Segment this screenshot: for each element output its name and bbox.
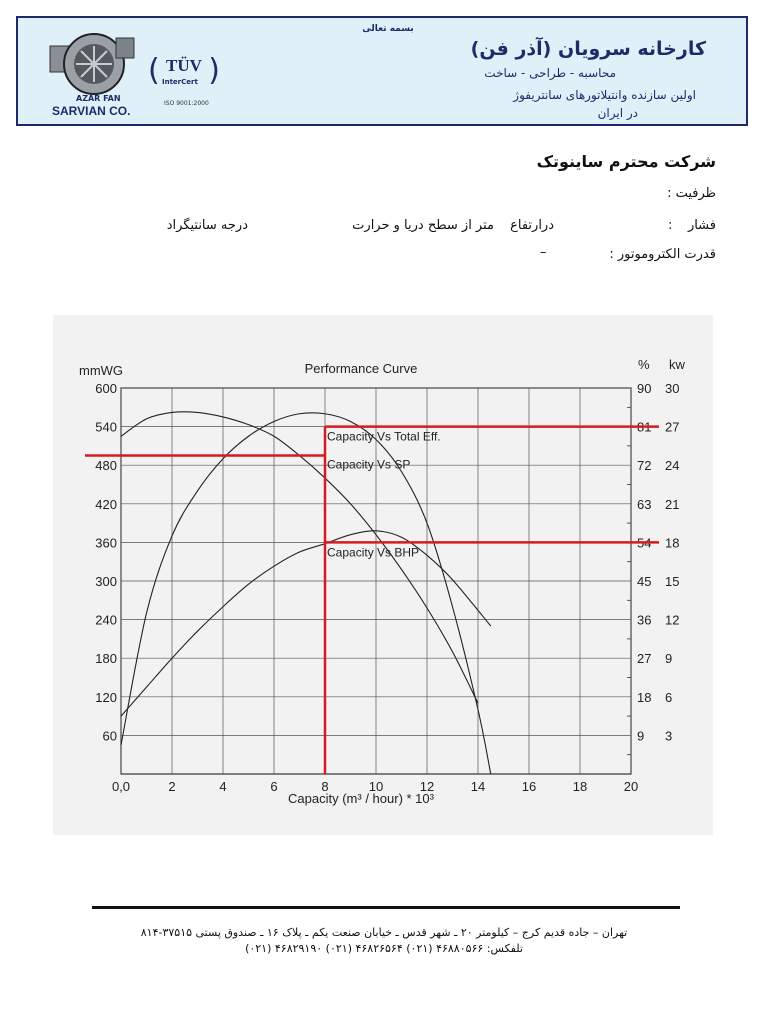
invocation: بسمه تعالی — [362, 24, 414, 34]
y-right-pct-tick-label: 72 — [637, 458, 652, 474]
y-right-kw-tick-label: 27 — [665, 419, 680, 435]
series-line — [121, 413, 491, 774]
x-tick-label: 2 — [168, 779, 176, 794]
footer-address: تهران – جاده قدیم کرج – کیلومتر ۲۰ ـ شهر قدس ـ خیابان صنعت یکم ـ پلاک ۱۶ ـ صندوق پستی ۳۷۵۱۵-۸۱۴ — [140, 926, 628, 939]
x-tick-label: 16 — [521, 779, 537, 794]
logo-company: SARVIAN CO. — [52, 104, 131, 118]
x-tick-label: 20 — [623, 779, 639, 794]
motor-power-value: – — [540, 245, 547, 260]
fan-logo-icon — [48, 26, 140, 98]
y-right-kw-label: kw — [669, 357, 685, 372]
series-label: Capacity Vs BHP — [327, 545, 420, 560]
iso-label: ISO 9001:2000 — [164, 100, 209, 107]
x-axis-label: Capacity (m³ / hour) * 10³ — [288, 791, 434, 806]
footer-rule — [92, 906, 680, 909]
y-right-kw-tick-label: 21 — [665, 496, 680, 512]
y-right-pct-tick-label: 18 — [637, 689, 652, 705]
pressure-label: فشار — [687, 218, 716, 233]
y-right-pct-tick-label: 9 — [637, 728, 645, 744]
y-left-tick-label: 480 — [95, 458, 117, 474]
tagline-line2: در ایران — [597, 106, 638, 120]
y-left-tick-label: 240 — [95, 612, 117, 628]
y-right-kw-tick-label: 12 — [665, 612, 680, 628]
y-right-kw-tick-label: 18 — [665, 535, 680, 551]
x-tick-label: 12 — [419, 779, 435, 794]
series-line — [121, 531, 491, 716]
y-right-kw-tick-label: 24 — [665, 458, 680, 474]
y-right-kw-tick-label: 3 — [665, 728, 673, 744]
addressee: شرکت محترم ساینوتک — [536, 152, 716, 171]
company-name: کارخانه سرویان (آذر فن) — [470, 38, 706, 60]
series-label: Capacity Vs SP — [327, 457, 411, 472]
y-left-tick-label: 120 — [95, 689, 117, 705]
y-left-tick-label: 300 — [95, 574, 117, 589]
services-line: محاسبه - طراحی - ساخت — [484, 66, 616, 80]
y-right-pct-tick-label: 54 — [637, 535, 652, 551]
y-right-kw-tick-label: 30 — [665, 381, 680, 396]
y-left-axis-label: mmWG — [79, 363, 124, 378]
footer-phones: تلفکس: ۴۶۸۸۰۵۶۶ (۰۲۱) ۴۶۸۲۶۵۶۴ (۰۲۱) ۴۶۸۲۹۱۹۰ (۰۲۱) — [245, 942, 523, 955]
chart-title: Performance Curve — [304, 361, 418, 376]
performance-chart — [53, 315, 713, 835]
x-tick-label: 4 — [219, 779, 227, 794]
altitude-label: درارتفاع — [510, 218, 554, 233]
x-tick-label: 18 — [572, 779, 588, 794]
logo-brand: AZAR FAN — [76, 94, 121, 103]
y-right-kw-tick-label: 6 — [665, 689, 673, 705]
y-right-pct-tick-label: 45 — [637, 574, 652, 589]
tuv-badge: ( ) TÜV InterCert — [148, 53, 220, 88]
x-tick-label: 8 — [321, 779, 329, 794]
y-right-pct-tick-label: 81 — [637, 419, 652, 435]
y-left-tick-label: 360 — [95, 535, 117, 551]
y-right-pct-tick-label: 27 — [637, 651, 652, 667]
tagline-line1: اولین سازنده وانتیلاتورهای سانتریفوژ — [513, 88, 696, 102]
y-left-tick-label: 420 — [95, 496, 117, 512]
series-label: Capacity Vs Total Eff. — [327, 429, 441, 444]
y-right-kw-tick-label: 9 — [665, 651, 673, 667]
temperature-unit: درجه سانتیگراد — [166, 218, 248, 233]
x-tick-label: 0,0 — [111, 779, 131, 794]
y-left-tick-label: 180 — [95, 651, 117, 667]
y-right-pct-tick-label: 90 — [637, 381, 652, 396]
y-left-tick-label: 600 — [95, 381, 117, 396]
y-left-tick-label: 540 — [95, 419, 117, 435]
performance-chart-panel — [53, 315, 713, 835]
x-tick-label: 10 — [368, 779, 384, 794]
y-right-kw-tick-label: 15 — [665, 574, 680, 589]
y-right-pct-tick-label: 63 — [637, 496, 652, 512]
x-tick-label: 14 — [470, 779, 486, 794]
altitude-suffix: متر از سطح دریا و حرارت — [352, 218, 494, 233]
letterhead — [16, 16, 748, 126]
motor-power-label: قدرت الکتروموتور : — [609, 247, 716, 262]
capacity-label: ظرفیت : — [667, 186, 716, 201]
y-right-pct-tick-label: 36 — [637, 612, 652, 628]
y-left-tick-label: 60 — [102, 728, 117, 744]
y-right-pct-label: % — [638, 357, 650, 372]
pressure-colon: : — [668, 218, 673, 233]
x-tick-label: 6 — [270, 779, 278, 794]
